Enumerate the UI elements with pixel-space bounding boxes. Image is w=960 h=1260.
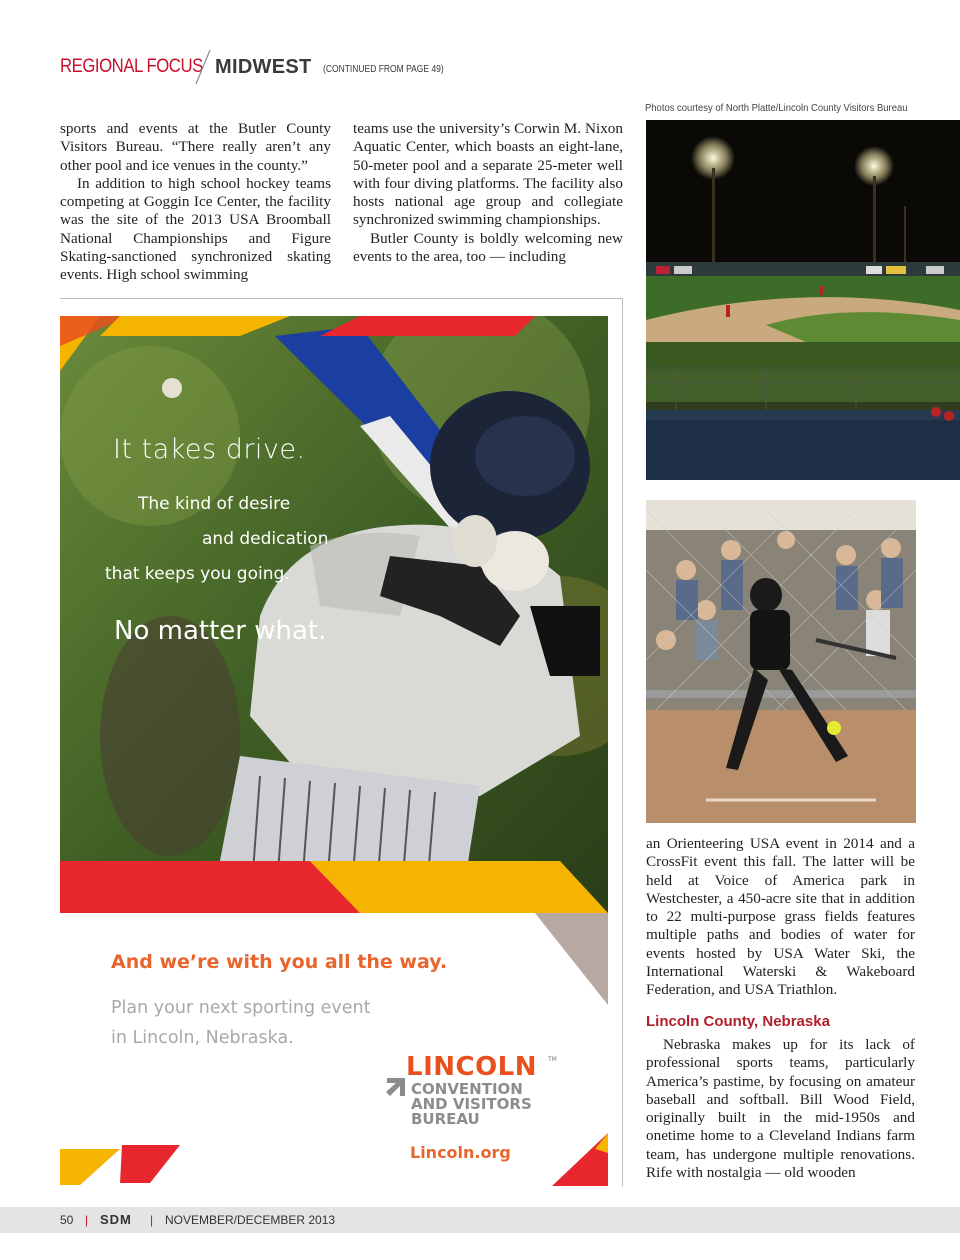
article-column-2 (353, 120, 623, 266)
lincoln-logo: LINCOLN (406, 1052, 538, 1082)
logo-subline: CONVENTION (411, 1080, 523, 1098)
ad-line: that keeps you going. (105, 564, 290, 584)
paragraph: Butler County is boldly welcoming new events to the area, too — including (353, 229, 623, 266)
logo-subline: BUREAU (411, 1110, 480, 1128)
article-column-3-continued (646, 1036, 915, 1182)
ad-batter-photo (60, 316, 608, 913)
ad-plan-line: Plan your next sporting event (111, 998, 371, 1018)
article-column-1 (60, 120, 331, 285)
ad-plan-line: in Lincoln, Nebraska. (111, 1028, 294, 1048)
continued-note: (CONTINUED FROM PAGE 49) (323, 64, 444, 75)
ad-headline: It takes drive. (113, 434, 306, 465)
softball-photo (646, 500, 916, 823)
section-subhead: Lincoln County, Nebraska (646, 1013, 830, 1030)
footer-separator: | (150, 1213, 154, 1227)
ad-line: The kind of desire (138, 494, 291, 514)
article-column-3 (646, 835, 915, 1000)
footer-separator: | (85, 1213, 89, 1227)
trademark-mark: TM (548, 1056, 557, 1063)
paragraph: In addition to high school hockey teams competing at Goggin Ice Center, the facility was the site of the 2013 USA Broomball National Championships and Figure Skating-sanctioned synchronized skating events. High school swimming (60, 174, 331, 284)
section-label: REGIONAL FOCUS (60, 56, 203, 77)
paragraph: Nebraska makes up for its lack of professional sports teams, particularly America’s pastime, by focusing on amateur baseball and softball. Bill Wood Field, originally built in the mid-1950s and onetime home to a Cleveland Indians farm team, has undergone multiple renovations. Rife with nostalgia — old wooden (646, 1036, 915, 1182)
logo-subline: AND VISITORS (411, 1095, 532, 1113)
paragraph: sports and events at the Butler County Visitors Bureau. “There really aren’t any other pool and ice venues in the county.” (60, 120, 331, 174)
region-title: MIDWEST (215, 56, 312, 78)
photo-credit: Photos courtesy of North Platte/Lincoln County Visitors Bureau (645, 102, 908, 114)
ad-url[interactable]: Lincoln.org (410, 1143, 511, 1162)
header-slash-divider (192, 48, 214, 86)
ad-tagline: And we’re with you all the way. (111, 951, 448, 973)
footer-bar (0, 1207, 960, 1233)
ad-line: and dedication (202, 529, 329, 549)
lincoln-arrow-icon (385, 1074, 407, 1100)
ad-slogan: No matter what. (114, 616, 327, 646)
paragraph: an Orienteering USA event in 2014 and a CrossFit event this fall. The latter will be held at Voice of America park in Westchester, a 450-acre site that in addition to 22 multi-purpose grass fields features multiple paths and bodies of water for events hosted by USA Water Ski, the International Waterski & Wakeboard Federation, and USA Triathlon. (646, 835, 915, 999)
paragraph: teams use the university’s Corwin M. Nixon Aquatic Center, which boasts an eight-lane, 50-meter pool and a separate 25-meter well with four diving platforms. The facility also hosts national age group and collegiate synchronized swimming championships. (353, 120, 623, 229)
issue-date: NOVEMBER/DECEMBER 2013 (165, 1213, 336, 1227)
baseball-field-photo (646, 120, 960, 480)
magazine-name: SDM (100, 1212, 132, 1227)
page-number: 50 (60, 1213, 74, 1227)
